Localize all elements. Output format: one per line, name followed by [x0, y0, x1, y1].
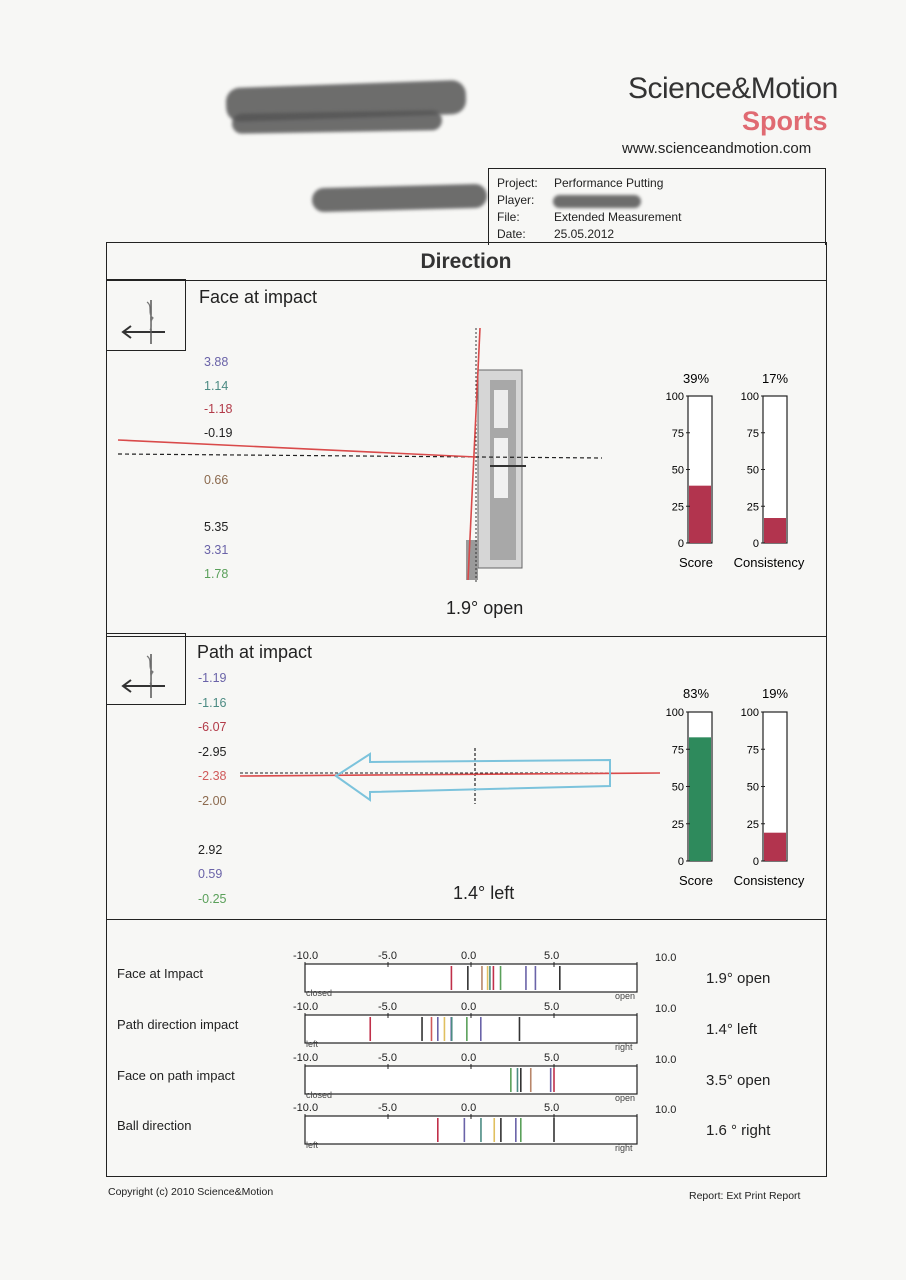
- scale-tick-label: 0.0: [461, 1052, 477, 1064]
- scale-tick-label: -10.0: [293, 1001, 319, 1013]
- summary-row-result: 1.6 ° right: [706, 1122, 771, 1139]
- putter-image: [466, 370, 526, 580]
- path-value: -2.38: [198, 769, 227, 783]
- scale-tick-label: -5.0: [378, 1052, 397, 1064]
- report-name: Report: Ext Print Report: [689, 1190, 801, 1202]
- face-value: 0.66: [204, 472, 229, 487]
- scale-right-edge-label: right: [615, 1143, 633, 1153]
- scale-tick-label: 10.0: [655, 1003, 677, 1015]
- bar-tick-label: 100: [740, 391, 759, 403]
- scale-frame: [305, 1116, 637, 1144]
- section-title: Direction: [420, 250, 512, 273]
- brand-website[interactable]: www.scienceandmotion.com: [622, 140, 812, 157]
- scale-right-edge-label: right: [615, 1042, 633, 1052]
- scale-tick-label: -10.0: [293, 1052, 319, 1064]
- face-value: 5.35: [204, 519, 229, 534]
- summary-row-label: Face at Impact: [117, 966, 203, 981]
- face-value: 1.14: [204, 378, 229, 393]
- scale-tick-label: 5.0: [544, 1052, 560, 1064]
- face-diagram: [110, 320, 610, 590]
- summary-scale: [304, 1064, 640, 1096]
- path-consistency-label: Consistency: [733, 873, 805, 888]
- bar-tick-label: 25: [746, 818, 759, 831]
- path-diagram: [230, 740, 670, 820]
- face-value: 3.88: [204, 355, 229, 369]
- bar-tick-label: 25: [671, 501, 684, 514]
- bar-tick-label: 50: [671, 781, 684, 794]
- summary-row-label: Ball direction: [117, 1118, 192, 1133]
- bar-tick-label: 0: [677, 538, 684, 550]
- summary-scale: [304, 962, 640, 994]
- face-score-pct: 39%: [682, 371, 710, 386]
- path-result: 1.4° left: [453, 883, 515, 903]
- scale-left-edge-label: closed: [306, 1090, 333, 1100]
- path-value: -6.07: [198, 720, 227, 734]
- scale-frame: [305, 1015, 637, 1043]
- face-result: 1.9° open: [446, 598, 524, 618]
- face-title: Face at impact: [199, 287, 318, 307]
- summary-row-label: Path direction impact: [117, 1017, 239, 1032]
- redacted-subtitle: [312, 184, 488, 213]
- brand-subtitle: Sports: [742, 106, 828, 136]
- bar-tick-label: 0: [677, 856, 684, 868]
- path-value: -1.19: [198, 671, 227, 685]
- info-box: [488, 168, 826, 245]
- face-consistency-label: Consistency: [733, 555, 805, 570]
- path-score-label: Score: [679, 873, 713, 888]
- redacted-player-name-2: [232, 110, 442, 134]
- scale-tick-label: -10.0: [293, 1102, 319, 1114]
- face-value: -0.19: [204, 425, 233, 440]
- path-score-fill: [689, 737, 711, 861]
- face-value: 1.78: [204, 566, 229, 581]
- path-value: -2.95: [198, 744, 227, 759]
- scale-tick-label: 5.0: [544, 950, 560, 962]
- path-score-bars: [650, 682, 820, 897]
- bar-tick-label: 50: [671, 464, 684, 477]
- info-row-date: Date: 25.05.2012: [497, 227, 615, 241]
- path-value: 2.92: [198, 842, 223, 857]
- summary-row-result: 1.4° left: [706, 1021, 758, 1038]
- copyright: Copyright (c) 2010 Science&Motion: [108, 1186, 274, 1198]
- bar-tick-label: 50: [746, 781, 759, 794]
- summary-scale: [304, 1013, 640, 1045]
- bar-tick-label: 25: [671, 818, 684, 831]
- scale-tick-label: 0.0: [461, 950, 477, 962]
- brand-title: Science&Motion: [628, 72, 838, 105]
- info-row-project: Project: Performance Putting: [497, 176, 664, 190]
- scale-tick-label: 0.0: [461, 1001, 477, 1013]
- path-consistency-pct: 19%: [761, 686, 789, 701]
- bar-tick-label: 0: [752, 538, 759, 550]
- scale-tick-label: 10.0: [655, 952, 677, 964]
- info-row-file: File: Extended Measurement: [497, 210, 682, 224]
- bar-tick-label: 0: [752, 856, 759, 868]
- path-consistency-fill: [764, 833, 786, 861]
- summary-row-result: 1.9° open: [706, 970, 771, 987]
- face-consistency-pct: 17%: [761, 371, 789, 386]
- scale-tick-label: -5.0: [378, 1001, 397, 1013]
- scale-tick-label: 10.0: [655, 1054, 677, 1066]
- info-row-player: Player:: [497, 193, 535, 207]
- face-score-bars: [650, 365, 820, 580]
- path-score-pct: 83%: [682, 686, 710, 701]
- putter-path-icon: [107, 634, 185, 704]
- bar-tick-label: 50: [746, 464, 759, 477]
- face-value: 3.31: [204, 543, 229, 557]
- bar-tick-label: 100: [665, 707, 684, 719]
- scale-tick-label: 0.0: [461, 1102, 477, 1114]
- bar-tick-label: 25: [746, 501, 759, 514]
- path-value: 0.59: [198, 867, 223, 881]
- scale-left-edge-label: left: [306, 1140, 319, 1150]
- path-value: -1.16: [198, 695, 227, 710]
- scale-frame: [305, 964, 637, 992]
- face-value: -1.18: [204, 402, 233, 416]
- bar-tick-label: 100: [665, 391, 684, 403]
- path-value: -0.25: [198, 891, 227, 906]
- scale-left-edge-label: left: [306, 1039, 319, 1049]
- scale-tick-label: -10.0: [293, 950, 319, 962]
- bar-tick-label: 75: [671, 744, 684, 757]
- face-score-fill: [689, 486, 711, 543]
- path-icon-box: [106, 633, 186, 705]
- scale-frame: [305, 1066, 637, 1094]
- scale-tick-label: -5.0: [378, 1102, 397, 1114]
- summary-scale: [304, 1114, 640, 1146]
- summary-row-label: Face on path impact: [117, 1068, 235, 1083]
- path-title: Path at impact: [197, 642, 313, 662]
- scale-tick-label: 5.0: [544, 1001, 560, 1013]
- scale-right-edge-label: open: [615, 991, 636, 1001]
- bar-tick-label: 75: [746, 427, 759, 440]
- face-score-label: Score: [679, 555, 713, 570]
- summary-row-result: 3.5° open: [706, 1072, 771, 1089]
- path-value: -2.00: [198, 793, 227, 808]
- face-consistency-fill: [764, 518, 786, 543]
- scale-tick-label: 10.0: [655, 1104, 677, 1116]
- redacted-player-field: [553, 195, 641, 208]
- bar-tick-label: 100: [740, 707, 759, 719]
- bar-tick-label: 75: [671, 427, 684, 440]
- bar-tick-label: 75: [746, 744, 759, 757]
- scale-tick-label: 5.0: [544, 1102, 560, 1114]
- scale-left-edge-label: closed: [306, 988, 333, 998]
- scale-tick-label: -5.0: [378, 950, 397, 962]
- scale-right-edge-label: open: [615, 1093, 636, 1103]
